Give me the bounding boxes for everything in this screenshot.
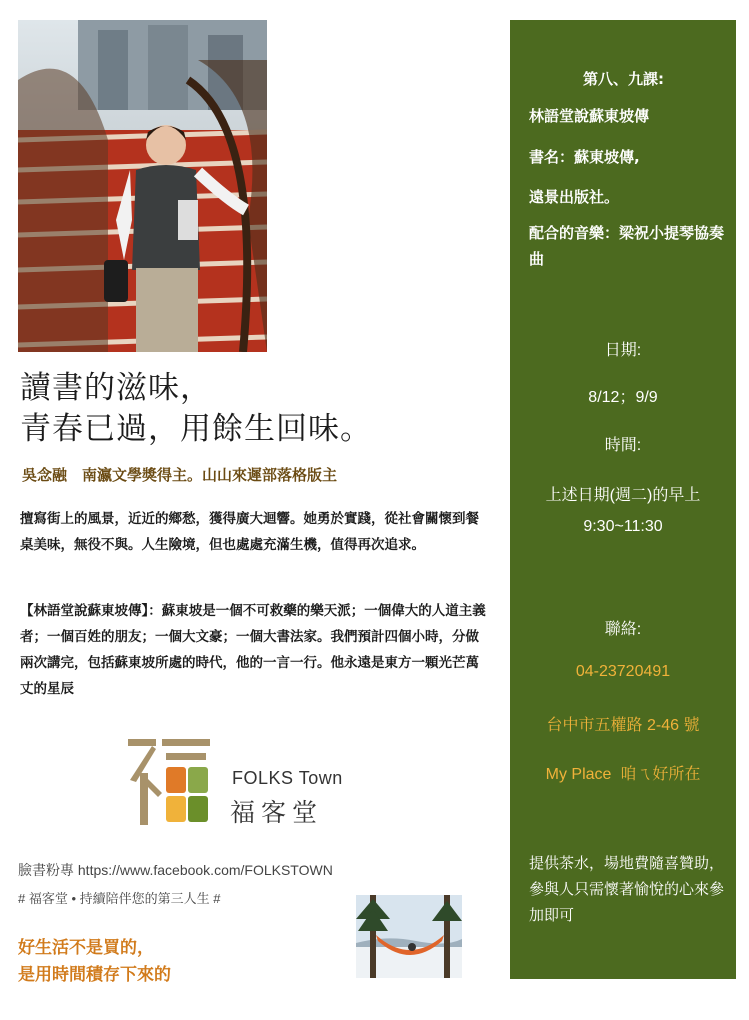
slogan-line-2: 是用時間積存下來的	[18, 965, 171, 985]
event-info-sidebar	[510, 20, 736, 979]
time-range: 9:30~11:30	[583, 518, 663, 535]
music-info: 配合的音樂：梁祝小提琴協奏曲	[529, 224, 725, 268]
logo-english-name: FOLKS Town	[232, 768, 343, 788]
lesson-number: 第八、九課:	[583, 70, 664, 88]
phone-number[interactable]: 04-23720491	[575, 663, 671, 680]
logo-chinese-name: 福客堂	[230, 798, 324, 827]
headline-line-1: 讀書的滋味，	[20, 370, 212, 406]
author-bio: 擅寫街上的風景，近近的鄉愁，獲得廣大迴響。她勇於實踐，從社會關懷到餐桌美味，無役不與。人生險境，但也處處充滿生機，值得再次追求。	[20, 511, 479, 553]
book-name: 書名：蘇東坡傳,	[529, 148, 640, 166]
contact-label: 聯絡:	[604, 621, 642, 638]
publisher: 遠景出版社。	[529, 188, 620, 206]
slogan-line-1: 好生活不是買的，	[18, 938, 154, 958]
participation-note: 提供茶水，場地費隨喜贊助，參與人只需懷著愉悅的心來參加即可	[529, 854, 725, 924]
dates: 8/12；9/9	[588, 389, 658, 406]
address: 台中市五權路 2-46 號	[546, 717, 700, 734]
folks-town-logo-icon	[122, 735, 214, 827]
hammock-photo	[356, 895, 462, 978]
headline	[20, 368, 372, 450]
author-credit: 吳念融 南瀛文學獎得主。山山來遲部落格版主	[22, 466, 338, 484]
portrait-photo	[18, 20, 267, 352]
time-description: 上述日期(週二)的早上	[545, 487, 701, 504]
tagline: # 福客堂 • 持續陪伴您的第三人生 #	[18, 891, 221, 906]
venue-name: My Place 咱ㄟ好所在	[545, 766, 701, 783]
date-label: 日期:	[604, 342, 642, 359]
headline-line-2: 青春已過，用餘生回味。	[20, 411, 372, 447]
facebook-link[interactable]: 臉書粉專 https://www.facebook.com/FOLKSTOWN	[18, 862, 333, 878]
time-label: 時間:	[604, 437, 642, 454]
course-description: 【林語堂說蘇東坡傳】：蘇東坡是一個不可救藥的樂天派；一個偉大的人道主義者；一個百姓的朋友；一個大文豪；一個大書法家。我們預計四個小時，分做兩次講完，包括蘇東坡所處的時代，他的一言一行。他永遠是東方一顆光芒萬丈的星辰	[20, 603, 486, 697]
course-title: 林語堂說蘇東坡傳	[529, 107, 650, 125]
